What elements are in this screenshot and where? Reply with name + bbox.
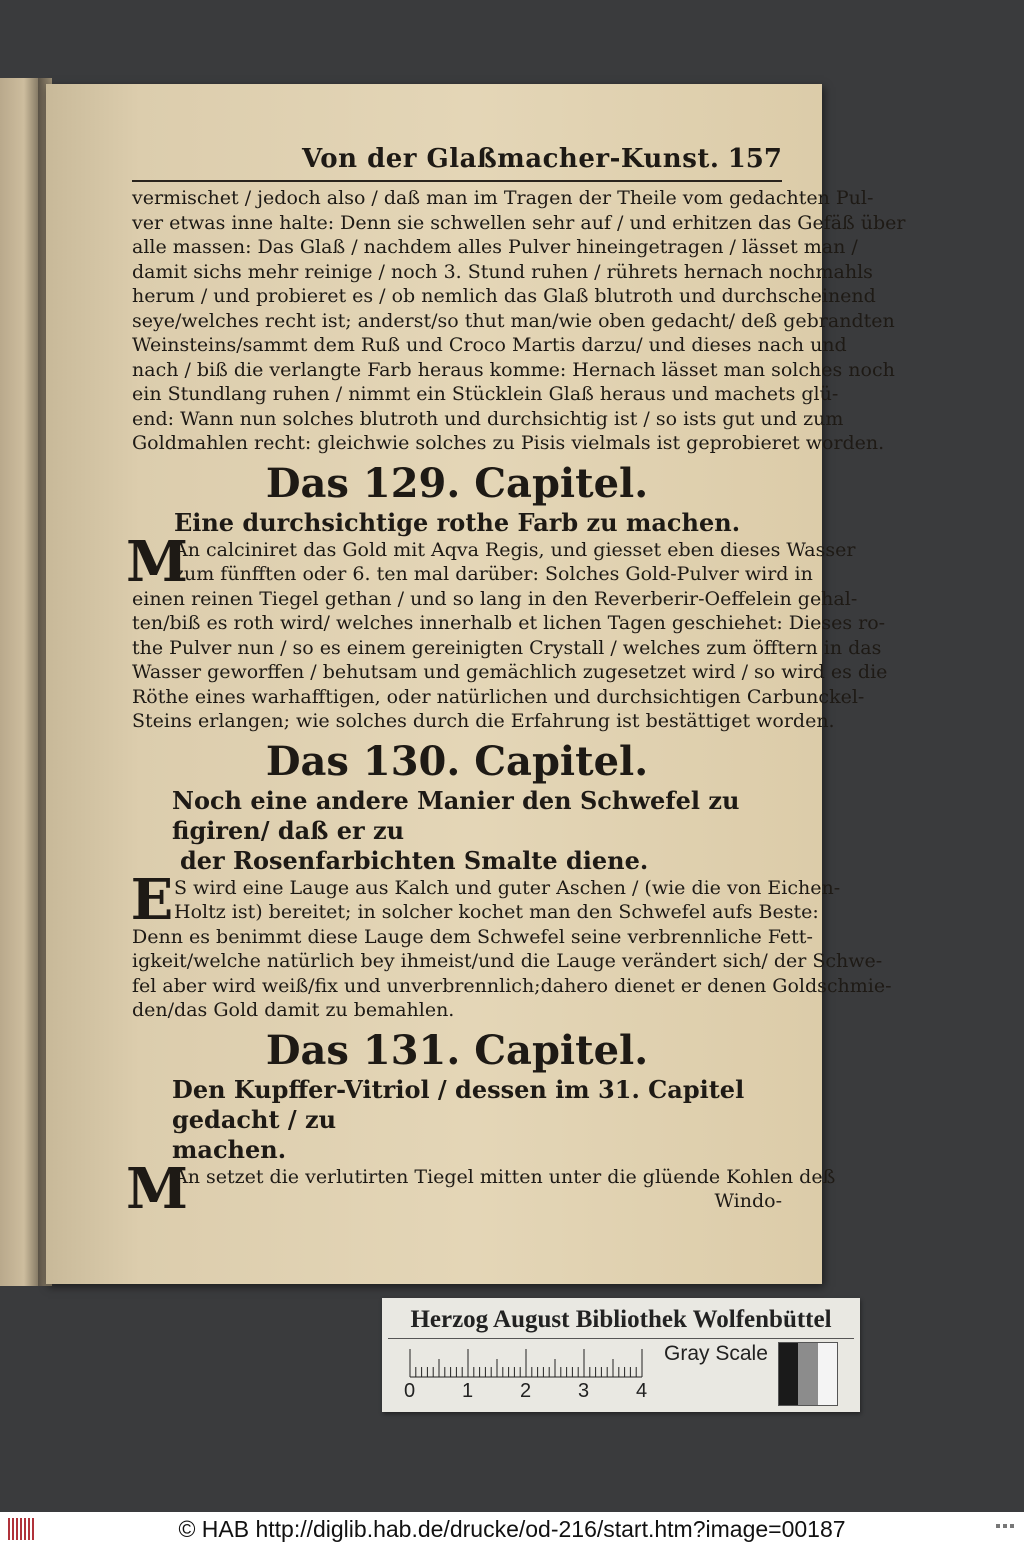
- text-line: herum / und probieret es / ob nemlich das Glaß blutroth und durchscheinend: [132, 285, 876, 307]
- text-line: seye/welches recht ist; anderst/so thut man/wie oben gedacht/ deß gebrandten: [132, 309, 895, 332]
- text-line: S wird eine Lauge aus Kalch und guter Aschen / (wie die von Eichen-: [174, 876, 841, 899]
- running-title: Von der Glaßmacher-Kunst.: [302, 144, 720, 174]
- footer-bar: [0, 1512, 1024, 1544]
- text-line: alle massen: Das Glaß / nachdem alles Pulver hineingetragen / lässet man /: [132, 236, 858, 258]
- previous-page-edge: [0, 78, 40, 1286]
- text-line: ein Stundlang ruhen / nimmt ein Stücklein Glaß heraus und machets glü-: [132, 383, 839, 405]
- drop-cap: M: [126, 1155, 188, 1222]
- chapter-130-paragraph: [130, 866, 892, 1023]
- ruler-number: 0: [404, 1380, 416, 1402]
- chapter-129-paragraph: [126, 528, 888, 734]
- text-line: vermischet / jedoch also / daß man im Tragen der Theile vom gedachten Pul-: [132, 187, 874, 209]
- text-line: damit sichs mehr reinige / noch 3. Stund ruhen / rührets hernach nochmahls: [132, 260, 873, 283]
- text-line: Denn es benimmt diese Lauge dem Schwefel seine verbrennliche Fett-: [132, 925, 813, 948]
- text-line: igkeit/welche natürlich bey ihmeist/und die Lauge verändert sich/ der Schwe-: [132, 950, 883, 972]
- catchword: Windo-: [714, 1190, 782, 1212]
- gray-swatches: [778, 1342, 838, 1406]
- chapter-heading-130: Das 130. Capitel.: [265, 737, 649, 785]
- swatch-gray: [798, 1343, 817, 1405]
- text-line: Steins erlangen; wie solches durch die Erfahrung ist bestättiget worden.: [132, 710, 835, 732]
- intro-paragraph: [132, 186, 906, 456]
- footer-dots-icon: [996, 1524, 1014, 1528]
- text-line: nach / biß die verlangte Farb heraus komme: Hernach lässet man solches noch: [132, 358, 895, 381]
- subtitle-line: der Rosenfarbichten Smalte diene.: [180, 845, 649, 875]
- drop-cap: E: [130, 866, 174, 933]
- ruler-number: 1: [462, 1380, 474, 1402]
- subtitle-line: machen.: [172, 1134, 287, 1164]
- text-line: ten/biß es roth wird/ welches innerhalb et lichen Tagen geschiehet: Dieses ro-: [132, 612, 886, 634]
- text-line: An setzet die verlutirten Tiegel mitten unter die glüende Kohlen deß: [174, 1165, 836, 1188]
- swatch-black: [779, 1343, 798, 1405]
- chapter-subtitle-129: Eine durchsichtige rothe Farb zu machen.: [173, 507, 741, 537]
- book-page: [46, 84, 906, 1284]
- subtitle-line: Noch eine andere Manier den Schwefel zu figiren/ daß er zu: [172, 785, 740, 845]
- footer-credit: © HAB http://diglib.hab.de/drucke/od-216/start.htm?image=00187: [178, 1516, 846, 1542]
- ruler-number: 4: [636, 1380, 648, 1402]
- text-line: einen reinen Tiegel gethan / und so lang in den Reverberir-Oeffelein gehal-: [132, 587, 858, 610]
- gray-scale-label: Gray Scale: [664, 1342, 768, 1365]
- ruler-scale: [410, 1348, 642, 1378]
- chapter-subtitle-130: [132, 786, 782, 876]
- chapter-131-paragraph: [126, 1155, 836, 1222]
- text-line: Holtz ist) bereitet; in solcher kochet man den Schwefel aufs Beste:: [174, 901, 819, 923]
- text-line: An calciniret das Gold mit Aqva Regis, und giesset eben dieses Wasser: [174, 538, 856, 561]
- drop-cap: M: [126, 528, 188, 595]
- swatch-white: [818, 1343, 837, 1405]
- scale-card: [382, 1298, 860, 1412]
- running-head: [132, 144, 782, 182]
- library-name: Herzog August Bibliothek Wolfenbüttel: [410, 1306, 832, 1333]
- text-line: Goldmahlen recht: gleichwie solches zu Pisis vielmals ist geprobieret worden.: [132, 432, 885, 454]
- text-line: den/das Gold damit zu bemahlen.: [132, 999, 455, 1021]
- chapter-heading-129: Das 129. Capitel.: [265, 459, 649, 507]
- ruler-number: 3: [578, 1380, 590, 1402]
- text-line: Wasser geworffen / behutsam und gemächlich zugesetzet wird / so wird es die: [132, 661, 888, 683]
- text-line: zum fünfften oder 6. ten mal darüber: Solches Gold-Pulver wird in: [174, 563, 813, 585]
- text-line: Weinsteins/sammt dem Ruß und Croco Martis darzu/ und dieses nach und: [132, 334, 847, 356]
- text-line: ver etwas inne halte: Denn sie schwellen sehr auf / und erhitzen das Gefäß über: [132, 211, 906, 234]
- text-line: end: Wann nun solches blutroth und durchsichtig ist / so ists gut und zum: [132, 407, 844, 430]
- text-line: fel aber wird weiß/fix und unverbrennlich;dahero dienet er denen Goldschmie-: [132, 974, 892, 997]
- card-divider: [388, 1338, 854, 1339]
- chapter-heading-131: Das 131. Capitel.: [265, 1026, 649, 1074]
- text-line: the Pulver nun / so es einem gereinigten Crystall / welches zum öfftern in das: [132, 636, 882, 659]
- ruler-number: 2: [520, 1380, 532, 1402]
- text-block: [126, 144, 906, 1222]
- chapter-subtitle-131: [132, 1075, 782, 1165]
- page-number: 157: [727, 144, 782, 174]
- text-line: Röthe eines warhafftigen, oder natürlichen und durchsichtigen Carbunckel-: [132, 685, 865, 708]
- subtitle-line: Den Kupffer-Vitriol / dessen im 31. Capitel gedacht / zu: [172, 1074, 745, 1134]
